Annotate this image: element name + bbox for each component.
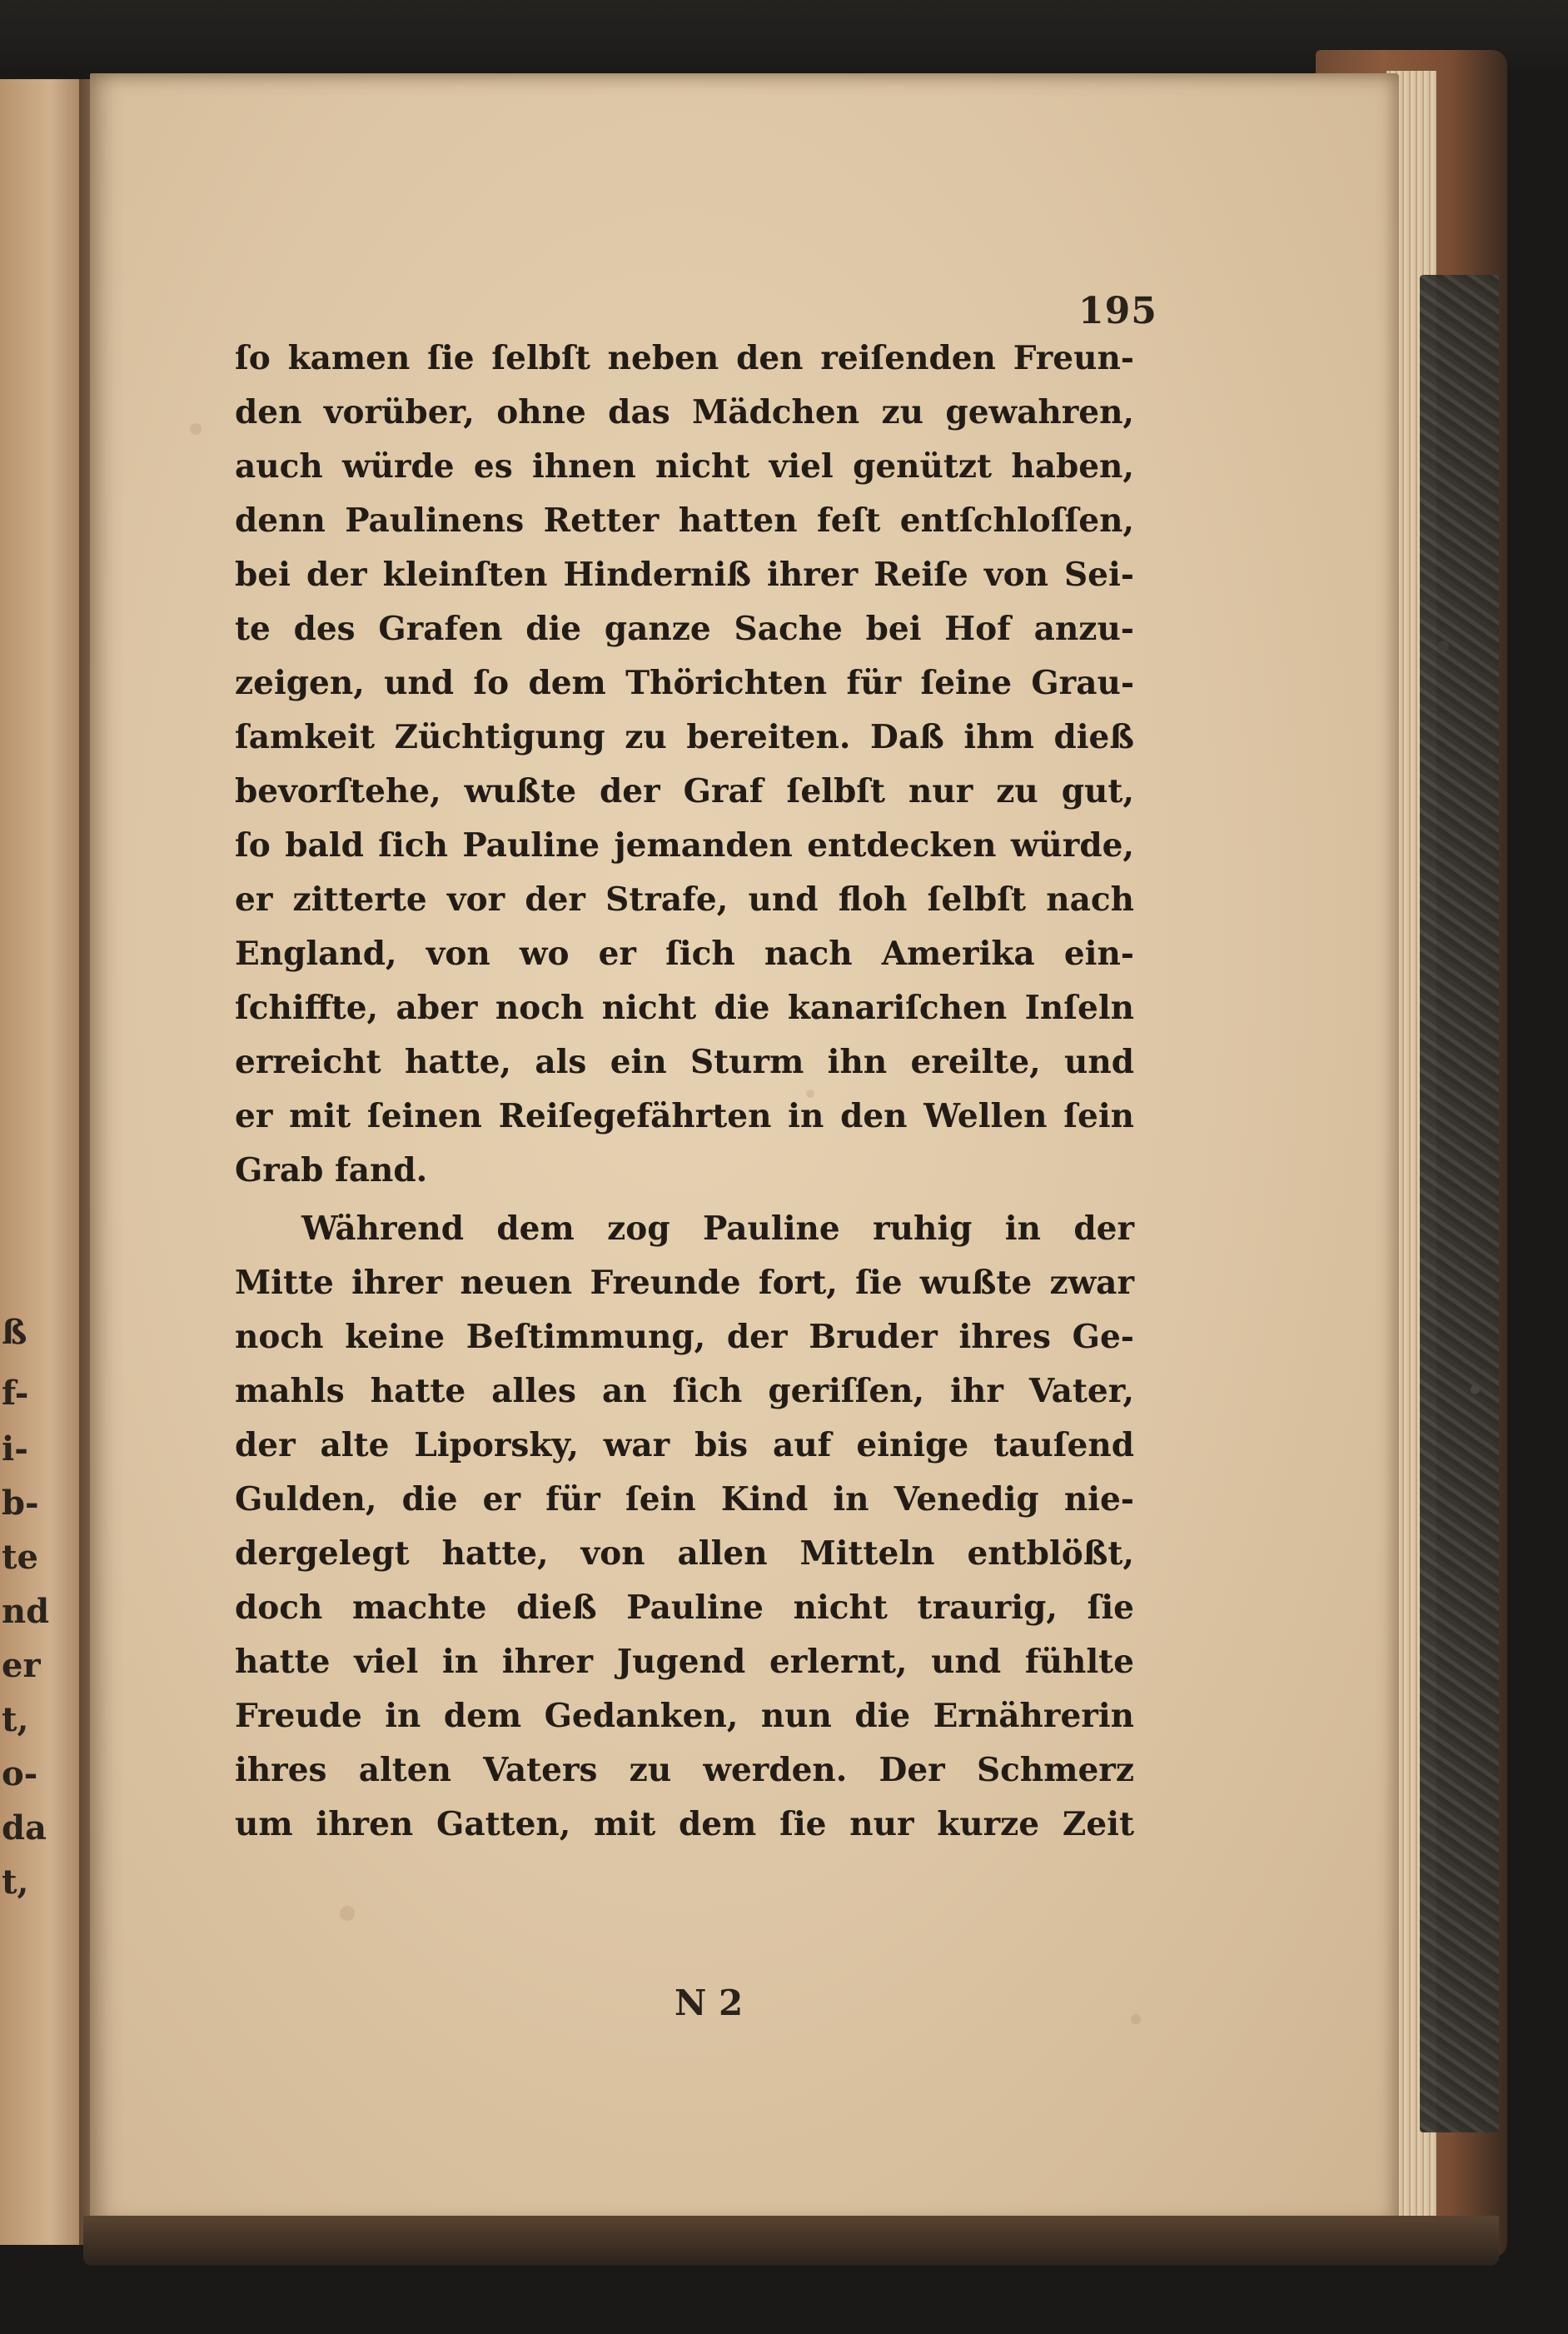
- text-line: um ihren Gatten, mit dem ſie nur kurze Zeit: [235, 1805, 1134, 1843]
- text-line: dergelegt hatte, von allen Mitteln entblößt,: [235, 1534, 1134, 1573]
- text-line: mahls hatte alles an ſich geriſſen, ihr Vater,: [235, 1372, 1134, 1410]
- text-line: Mitte ihrer neuen Freunde fort, ſie wußte zwar: [235, 1264, 1134, 1302]
- text-line-paragraph-start: Während dem zog Pauline ruhig in der: [301, 1209, 1134, 1248]
- left-fragment: er: [2, 1646, 41, 1685]
- text-line: ſamkeit Züchtigung zu bereiten. Daß ihm dieß: [235, 718, 1134, 756]
- left-fragment: o-: [2, 1754, 38, 1793]
- text-line: Grab fand.: [235, 1151, 428, 1189]
- page-number: 195: [1078, 290, 1157, 332]
- left-fragment: f-: [2, 1374, 29, 1413]
- book-bottom-edge: [83, 2216, 1499, 2266]
- text-line: ihres alten Vaters zu werden. Der Schmerz: [235, 1751, 1134, 1789]
- printer-signature-mark: N 2: [674, 1982, 744, 2023]
- text-line: ſo bald ſich Pauline jemanden entdecken würde,: [235, 826, 1134, 865]
- text-line: den vorüber, ohne das Mädchen zu gewahren,: [235, 393, 1134, 431]
- foxing-spot: [190, 423, 202, 435]
- left-fragment: b-: [2, 1484, 39, 1523]
- text-line: te des Grafen die ganze Sache bei Hof anzu-: [235, 610, 1134, 648]
- text-line: auch würde es ihnen nicht viel genützt haben,: [235, 447, 1134, 486]
- text-line: denn Paulinens Retter hatten feſt entſchloſſen,: [235, 501, 1134, 540]
- text-line: England, von wo er ſich nach Amerika ein-: [235, 935, 1134, 973]
- text-line: ſo kamen ſie ſelbſt neben den reiſenden Freun-: [235, 339, 1134, 377]
- text-line: noch keine Beſtimmung, der Bruder ihres Ge-: [235, 1318, 1134, 1356]
- text-line: bei der kleinſten Hinderniß ihrer Reiſe von Sei-: [235, 556, 1134, 594]
- left-fragment: i-: [2, 1429, 28, 1469]
- text-line: erreicht hatte, als ein Sturm ihn ereilte, und: [235, 1043, 1134, 1081]
- left-fragment: nd: [2, 1592, 50, 1631]
- foxing-spot: [1131, 2014, 1141, 2024]
- text-line: er zitterte vor der Strafe, und floh ſelbſt nach: [235, 880, 1134, 919]
- text-line: ſchiffte, aber noch nicht die kanariſchen Inſeln: [235, 989, 1134, 1027]
- text-line: Freude in dem Gedanken, nun die Ernährerin: [235, 1697, 1134, 1735]
- text-line: bevorſtehe, wußte der Graf ſelbſt nur zu gut,: [235, 772, 1134, 810]
- left-fragment: ß: [2, 1313, 27, 1352]
- text-line: zeigen, und ſo dem Thörichten für ſeine Grau-: [235, 664, 1134, 702]
- text-line: er mit ſeinen Reiſegefährten in den Wellen ſein: [235, 1097, 1134, 1135]
- text-line: der alte Liporsky, war bis auf einige tauſend: [235, 1426, 1134, 1464]
- left-page-edge: [0, 79, 92, 2245]
- left-fragment: te: [2, 1538, 38, 1577]
- left-fragment: t,: [2, 1863, 29, 1902]
- left-fragment: da: [2, 1808, 47, 1848]
- marbled-cover-board: [1420, 275, 1499, 2132]
- text-line: Gulden, die er für ſein Kind in Venedig nie-: [235, 1480, 1134, 1519]
- left-fragment: t,: [2, 1700, 29, 1739]
- text-line: doch machte dieß Pauline nicht traurig, ſie: [235, 1588, 1134, 1627]
- foxing-spot: [340, 1906, 355, 1921]
- text-line: hatte viel in ihrer Jugend erlernt, und fühlte: [235, 1643, 1134, 1681]
